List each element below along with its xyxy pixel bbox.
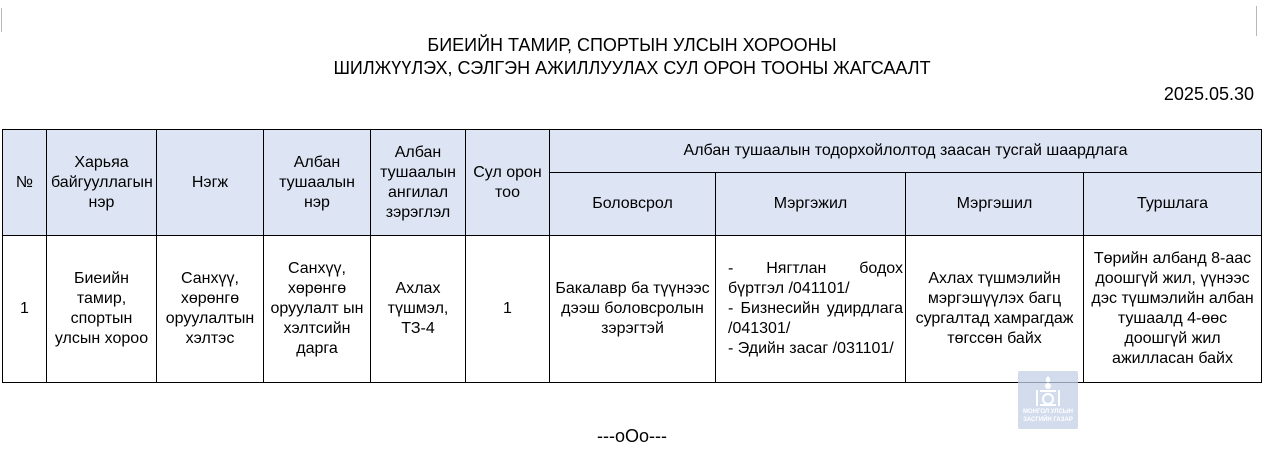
table-header-row bbox=[3, 130, 1262, 173]
header-requirements: Албан тушаалын тодорхойлолтод заасан тусгай шаардлага bbox=[550, 130, 1262, 173]
cell-profession bbox=[716, 236, 906, 383]
profession-item: - Бизнесийн удирдлага /041301/ bbox=[728, 300, 903, 337]
soyombo-emblem-icon bbox=[1034, 375, 1062, 407]
page-corner-mark-right bbox=[1256, 6, 1258, 36]
seal-text-line1: МОНГОЛ УЛСЫН bbox=[1023, 409, 1073, 415]
header-classification: Албан тушаалын ангилал зэрэглэл bbox=[371, 130, 466, 236]
cell-classification: Ахлах түшмэл, ТЗ-4 bbox=[371, 236, 466, 383]
profession-item: - Нягтлан бодох бүртгэл /041101/ bbox=[728, 260, 903, 297]
header-experience: Туршлага bbox=[1084, 173, 1262, 236]
cell-experience: Төрийн албанд 8-аас доошгүй жил, үүнээс дэс түшмэлийн албан тушаалд 4-өөс доошгүй жил ажилласан байх bbox=[1084, 236, 1262, 383]
cell-vacancies: 1 bbox=[466, 236, 550, 383]
cell-position: Санхүү, хөрөнгө оруулалт ын хэлтсийн дарга bbox=[264, 236, 371, 383]
document-footer: ---oOo--- bbox=[597, 426, 667, 446]
header-education: Боловсрол bbox=[550, 173, 716, 236]
cell-skill: Ахлах түшмэлийн мэргэшүүлэх багц сургалтад хамрагдаж төгссөн байх bbox=[906, 236, 1084, 383]
document-title-line2: ШИЛЖҮҮЛЭХ, СЭЛГЭН АЖИЛЛУУЛАХ СУЛ ОРОН ТООНЫ ЖАГСААЛТ bbox=[333, 58, 931, 78]
header-profession: Мэргэжил bbox=[716, 173, 906, 236]
header-skill: Мэргэшил bbox=[906, 173, 1084, 236]
header-no: № bbox=[3, 130, 47, 236]
cell-org: Биеийн тамир, спортын улсын хороо bbox=[47, 236, 157, 383]
cell-unit: Санхүү, хөрөнгө оруулалтын хэлтэс bbox=[157, 236, 264, 383]
document-title-line1: БИЕИЙН ТАМИР, СПОРТЫН УЛСЫН ХОРООНЫ bbox=[427, 35, 837, 55]
header-vacancies: Сул орон тоо bbox=[466, 130, 550, 236]
vacancy-table bbox=[2, 129, 1262, 383]
header-position: Албан тушаалын нэр bbox=[264, 130, 371, 236]
cell-no: 1 bbox=[3, 236, 47, 383]
cell-education: Бакалавр ба түүнээс дээш боловсролын зэрэгтэй bbox=[550, 236, 716, 383]
page-corner-mark-left bbox=[0, 8, 2, 32]
profession-item: - Эдийн засаг /031101/ bbox=[728, 340, 894, 357]
header-unit: Нэгж bbox=[157, 130, 264, 236]
document-date: 2025.05.30 bbox=[1163, 84, 1254, 104]
government-seal bbox=[1018, 371, 1078, 429]
seal-text-line2: ЗАСГИЙН ГАЗАР bbox=[1023, 417, 1073, 423]
table-row bbox=[3, 236, 1262, 383]
header-org: Харьяа байгууллагын нэр bbox=[47, 130, 157, 236]
